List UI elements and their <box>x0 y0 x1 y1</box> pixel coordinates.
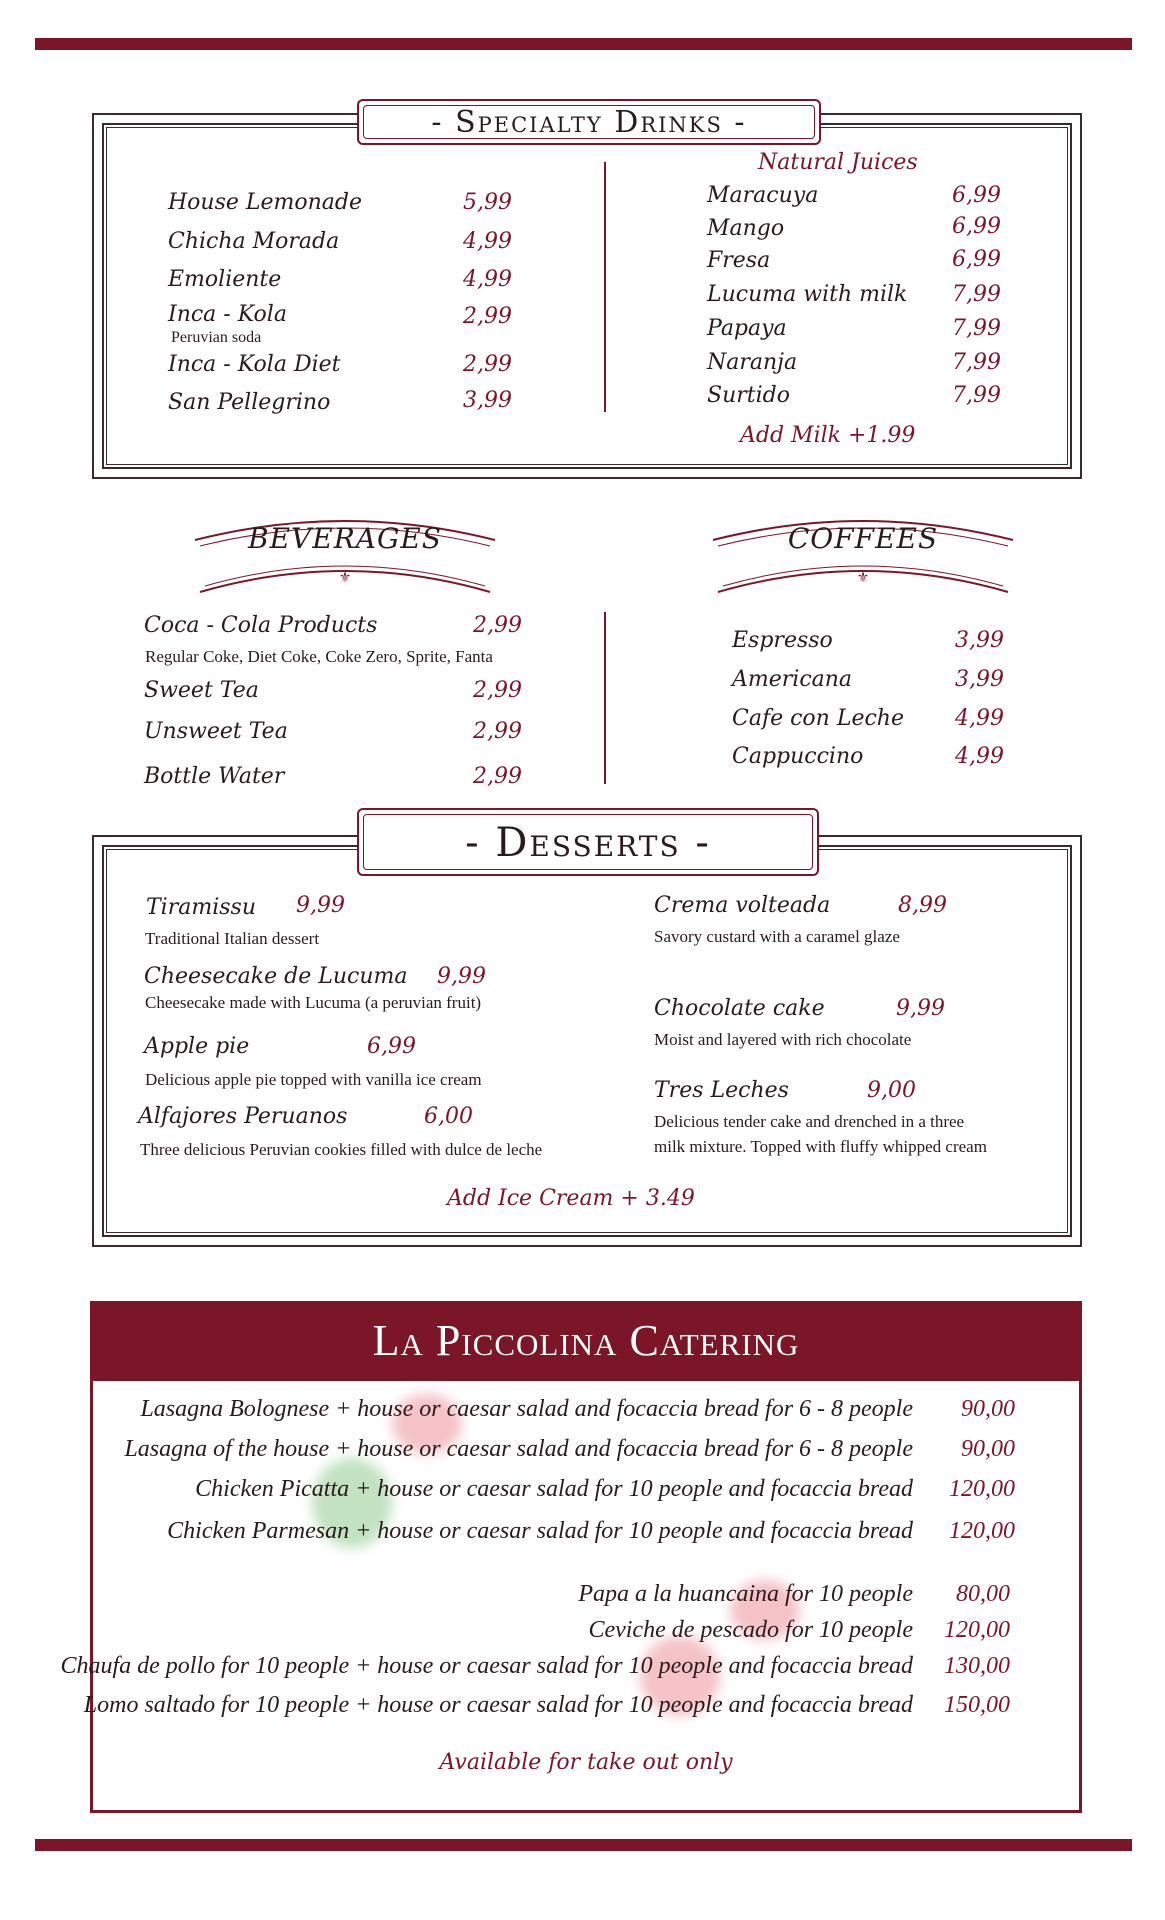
menu-item-name: Emoliente <box>168 267 282 292</box>
menu-item-note: Moist and layered with rich chocolate <box>654 1030 912 1049</box>
specialty-drinks-title: - Specialty Drinks - <box>357 99 821 145</box>
menu-item-price: 2,99 <box>463 304 512 329</box>
menu-item-note: Regular Coke, Diet Coke, Coke Zero, Sprite, Fanta <box>145 647 493 666</box>
menu-item-price: 4,99 <box>463 267 512 292</box>
catering-item-text: Chaufa de pollo for 10 people + house or caesar salad for 10 people and focaccia bread <box>60 1653 913 1679</box>
menu-item-name: Surtido <box>707 383 790 408</box>
menu-item-name: Inca - Kola <box>168 302 287 327</box>
menu-item-price: 6,99 <box>952 183 1001 208</box>
menu-item-price: 8,99 <box>898 893 947 918</box>
catering-item-price: 130,00 <box>944 1653 1010 1679</box>
menu-item-price: 2,99 <box>473 613 522 638</box>
catering-title: La Piccolina Catering <box>90 1301 1082 1381</box>
menu-item-price: 3,99 <box>955 628 1004 653</box>
menu-item-name: Bottle Water <box>144 764 285 789</box>
menu-item-name: Fresa <box>707 248 771 273</box>
menu-item-name: Lucuma with milk <box>707 282 908 307</box>
menu-item-note: Three delicious Peruvian cookies filled with dulce de leche <box>140 1140 543 1159</box>
add-milk-note: Add Milk +1.99 <box>740 423 916 448</box>
menu-item-price: 7,99 <box>952 316 1001 341</box>
menu-item-note: milk mixture. Topped with fluffy whipped cream <box>654 1137 987 1156</box>
beverages-title: BEVERAGES <box>248 522 442 555</box>
menu-item-name: Papaya <box>707 316 787 341</box>
bottom-decorative-bar <box>35 1839 1132 1851</box>
svg-text:⚜: ⚜ <box>338 570 352 586</box>
coffees-title: COFFEES <box>787 522 939 555</box>
catering-item-price: 90,00 <box>961 1436 1015 1462</box>
menu-item-price: 6,99 <box>367 1034 416 1059</box>
menu-item-price: 3,99 <box>955 667 1004 692</box>
menu-item-name: Americana <box>732 667 853 692</box>
menu-item-name: Cheesecake de Lucuma <box>144 964 408 989</box>
menu-item-name: Inca - Kola Diet <box>168 352 341 377</box>
specialty-drinks-frame <box>92 113 1082 479</box>
menu-item-name: Crema volteada <box>654 893 831 918</box>
menu-item-price: 2,99 <box>463 352 512 377</box>
catering-item-text: Ceviche de pescado for 10 people <box>588 1617 913 1643</box>
menu-item-price: 4,99 <box>955 706 1004 731</box>
menu-item-price: 3,99 <box>463 388 512 413</box>
menu-item-name: Espresso <box>732 628 833 653</box>
menu-item-price: 7,99 <box>952 383 1001 408</box>
desserts-title: - Desserts - <box>357 808 819 876</box>
menu-item-price: 2,99 <box>473 764 522 789</box>
menu-item-note: Peruvian soda <box>171 329 262 346</box>
menu-item-name: Cappuccino <box>732 744 864 769</box>
menu-item-name: Coca - Cola Products <box>144 613 378 638</box>
specialty-divider <box>604 162 606 412</box>
catering-item-text: Lomo saltado for 10 people + house or caesar salad for 10 people and focaccia bread <box>83 1692 913 1718</box>
menu-item-note: Traditional Italian dessert <box>145 929 320 948</box>
menu-item-price: 4,99 <box>955 744 1004 769</box>
catering-item-price: 120,00 <box>944 1617 1010 1643</box>
menu-item-price: 2,99 <box>473 678 522 703</box>
menu-item-price: 9,00 <box>867 1078 916 1103</box>
menu-item-price: 9,99 <box>896 996 945 1021</box>
natural-juices-heading: Natural Juices <box>758 150 918 175</box>
menu-item-name: Maracuya <box>707 183 819 208</box>
menu-item-note: Savory custard with a caramel glaze <box>654 927 900 946</box>
catering-item-price: 80,00 <box>956 1581 1010 1607</box>
catering-item-price: 90,00 <box>961 1396 1015 1422</box>
menu-item-name: Unsweet Tea <box>144 719 288 744</box>
menu-item-price: 4,99 <box>463 229 512 254</box>
menu-item-name: Naranja <box>707 350 798 375</box>
menu-item-note: Delicious apple pie topped with vanilla ice cream <box>145 1070 482 1089</box>
menu-item-price: 9,99 <box>296 893 345 918</box>
menu-item-price: 9,99 <box>437 964 486 989</box>
menu-item-name: San Pellegrino <box>168 390 331 415</box>
catering-item-price: 150,00 <box>944 1692 1010 1718</box>
catering-footer-note: Available for take out only <box>439 1750 733 1775</box>
menu-item-name: Alfajores Peruanos <box>138 1104 348 1129</box>
menu-item-note: Delicious tender cake and drenched in a three <box>654 1112 965 1131</box>
menu-item-price: 2,99 <box>473 719 522 744</box>
menu-item-name: Apple pie <box>144 1034 250 1059</box>
menu-item-name: Mango <box>707 216 785 241</box>
catering-item-price: 120,00 <box>949 1518 1015 1544</box>
add-ice-cream-note: Add Ice Cream + 3.49 <box>447 1186 695 1211</box>
menu-item-price: 6,00 <box>424 1104 473 1129</box>
menu-item-price: 7,99 <box>952 350 1001 375</box>
menu-item-note: Cheesecake made with Lucuma (a peruvian fruit) <box>145 993 482 1012</box>
menu-item-price: 6,99 <box>952 247 1001 272</box>
menu-item-name: Chocolate cake <box>654 996 825 1021</box>
menu-item-name: Tres Leches <box>654 1078 789 1103</box>
beverages-coffees-divider <box>604 612 606 784</box>
menu-item-name: Chicha Morada <box>168 229 340 254</box>
menu-item-name: Sweet Tea <box>144 678 259 703</box>
catering-item-text: Lasagna Bolognese + house or caesar salad and focaccia bread for 6 - 8 people <box>140 1396 913 1422</box>
menu-item-price: 5,99 <box>463 190 512 215</box>
menu-item-name: House Lemonade <box>168 190 363 215</box>
catering-item-text: Papa a la huancaina for 10 people <box>578 1581 913 1607</box>
catering-item-text: Chicken Picatta + house or caesar salad for 10 people and focaccia bread <box>195 1476 913 1502</box>
catering-item-text: Chicken Parmesan + house or caesar salad for 10 people and focaccia bread <box>167 1518 913 1544</box>
catering-item-text: Lasagna of the house + house or caesar salad and focaccia bread for 6 - 8 people <box>124 1436 913 1462</box>
menu-item-price: 7,99 <box>952 282 1001 307</box>
top-decorative-bar <box>35 38 1132 50</box>
menu-item-name: Tiramissu <box>146 895 256 920</box>
svg-text:⚜: ⚜ <box>856 570 870 586</box>
menu-item-price: 6,99 <box>952 214 1001 239</box>
menu-item-name: Cafe con Leche <box>732 706 904 731</box>
catering-item-price: 120,00 <box>949 1476 1015 1502</box>
